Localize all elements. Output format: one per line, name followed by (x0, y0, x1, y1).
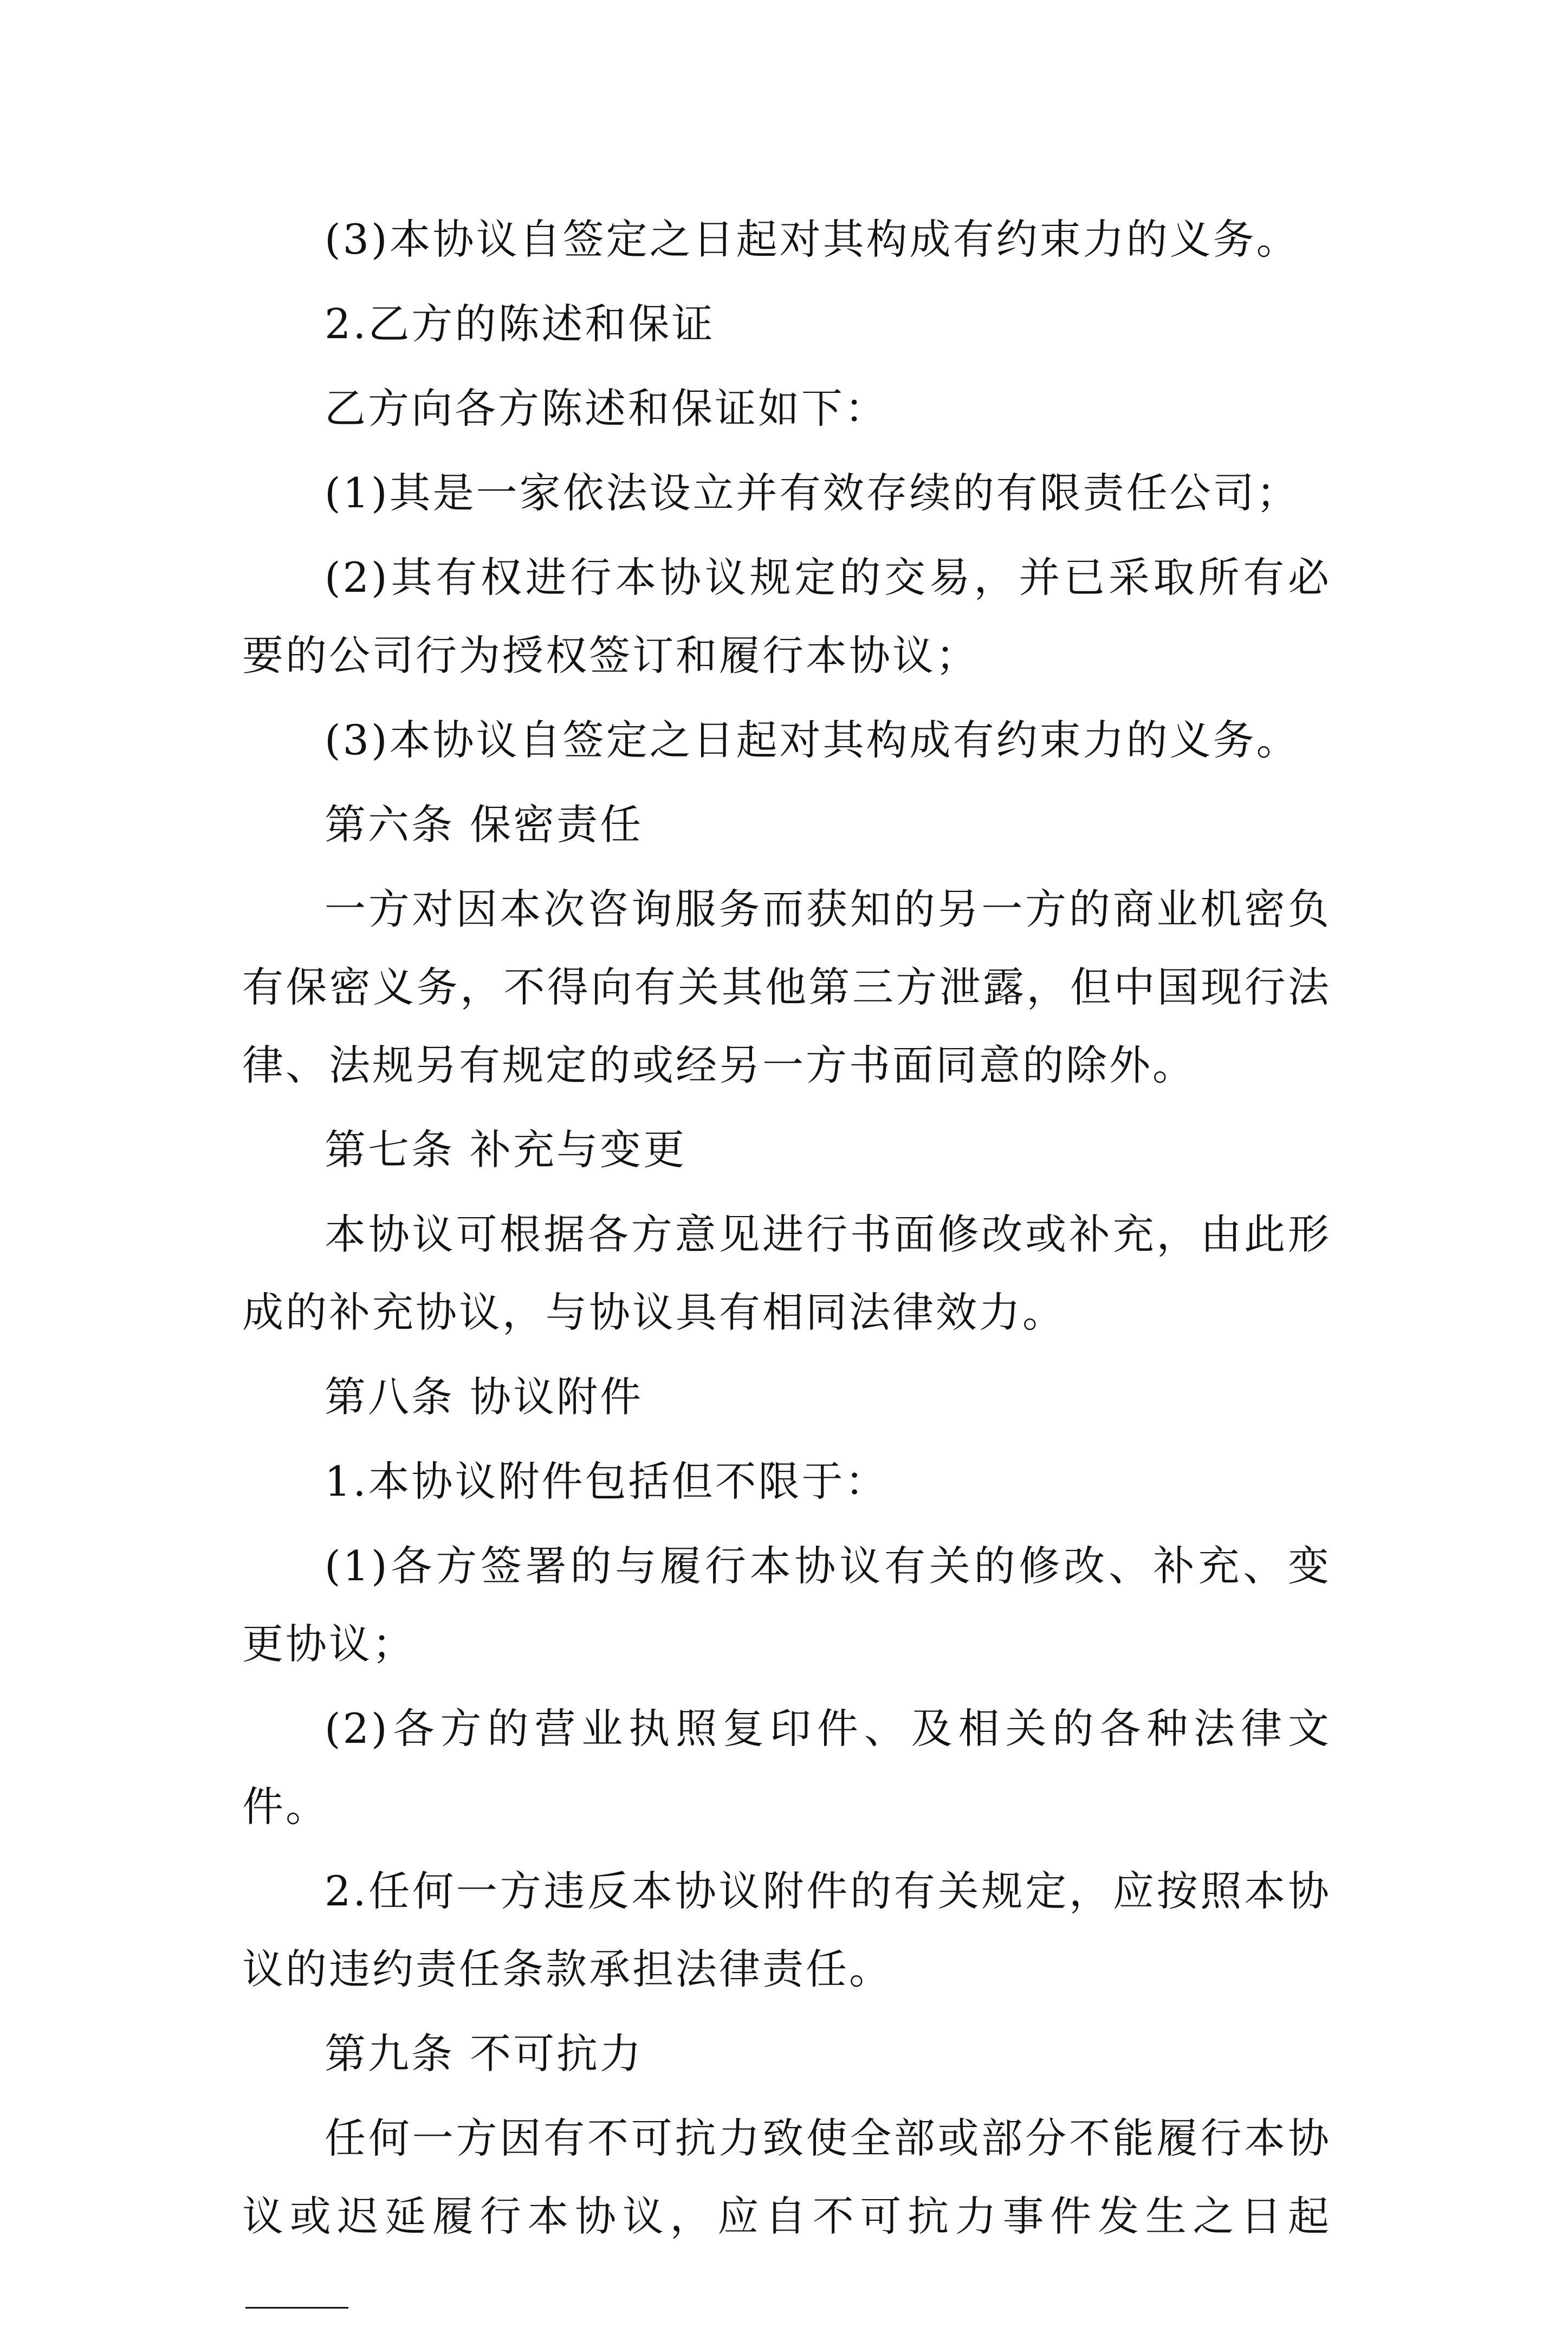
paragraph: (2)各方的营业执照复印件、及相关的各种法律文件。 (242, 1704, 1331, 1831)
paragraph: (1)各方签署的与履行本协议有关的修改、补充、变更协议； (242, 1542, 1331, 1668)
article-heading: 第七条 补充与变更 (325, 1126, 687, 1174)
paragraph: (3)本协议自签定之日起对其构成有约束力的义务。 (325, 215, 1300, 263)
section-heading: 2.乙方的陈述和保证 (325, 300, 715, 348)
paragraph-text: 任何一方因有不可抗力致使全部或部分不能履行本协议或迟延履行本协议，应自不可抗力事件发生之日起 (242, 2114, 1331, 2240)
paragraph: 乙方向各方陈述和保证如下： (325, 384, 888, 432)
paragraph: 2.任何一方违反本协议附件的有关规定，应按照本协议的违约责任条款承担法律责任。 (242, 1867, 1331, 1993)
paragraph: (1)其是一家依法设立并有效存续的有限责任公司； (325, 469, 1300, 517)
paragraph: (3)本协议自签定之日起对其构成有约束力的义务。 (325, 716, 1300, 764)
paragraph: 一方对因本次咨询服务而获知的另一方的商业机密负有保密义务，不得向有关其他第三方泄露，但中国现行法律、法规另有规定的或经另一方书面同意的除外。 (242, 885, 1331, 1089)
article-heading: 第九条 不可抗力 (325, 2029, 644, 2078)
document-body (242, 201, 1331, 2340)
article-heading: 第八条 协议附件 (325, 1373, 644, 1421)
paragraph-with-blank (242, 2099, 1331, 2333)
paragraph: (2)其有权进行本协议规定的交易，并已采取所有必要的公司行为授权签订和履行本协议； (242, 553, 1331, 680)
paragraph: 1.本协议附件包括但不限于： (325, 1457, 889, 1505)
paragraph: 本协议可根据各方意见进行书面修改或补充，由此形成的补充协议，与协议具有相同法律效力。 (242, 1210, 1331, 1336)
fill-in-blank (245, 2264, 348, 2309)
article-heading: 第六条 保密责任 (325, 800, 644, 849)
